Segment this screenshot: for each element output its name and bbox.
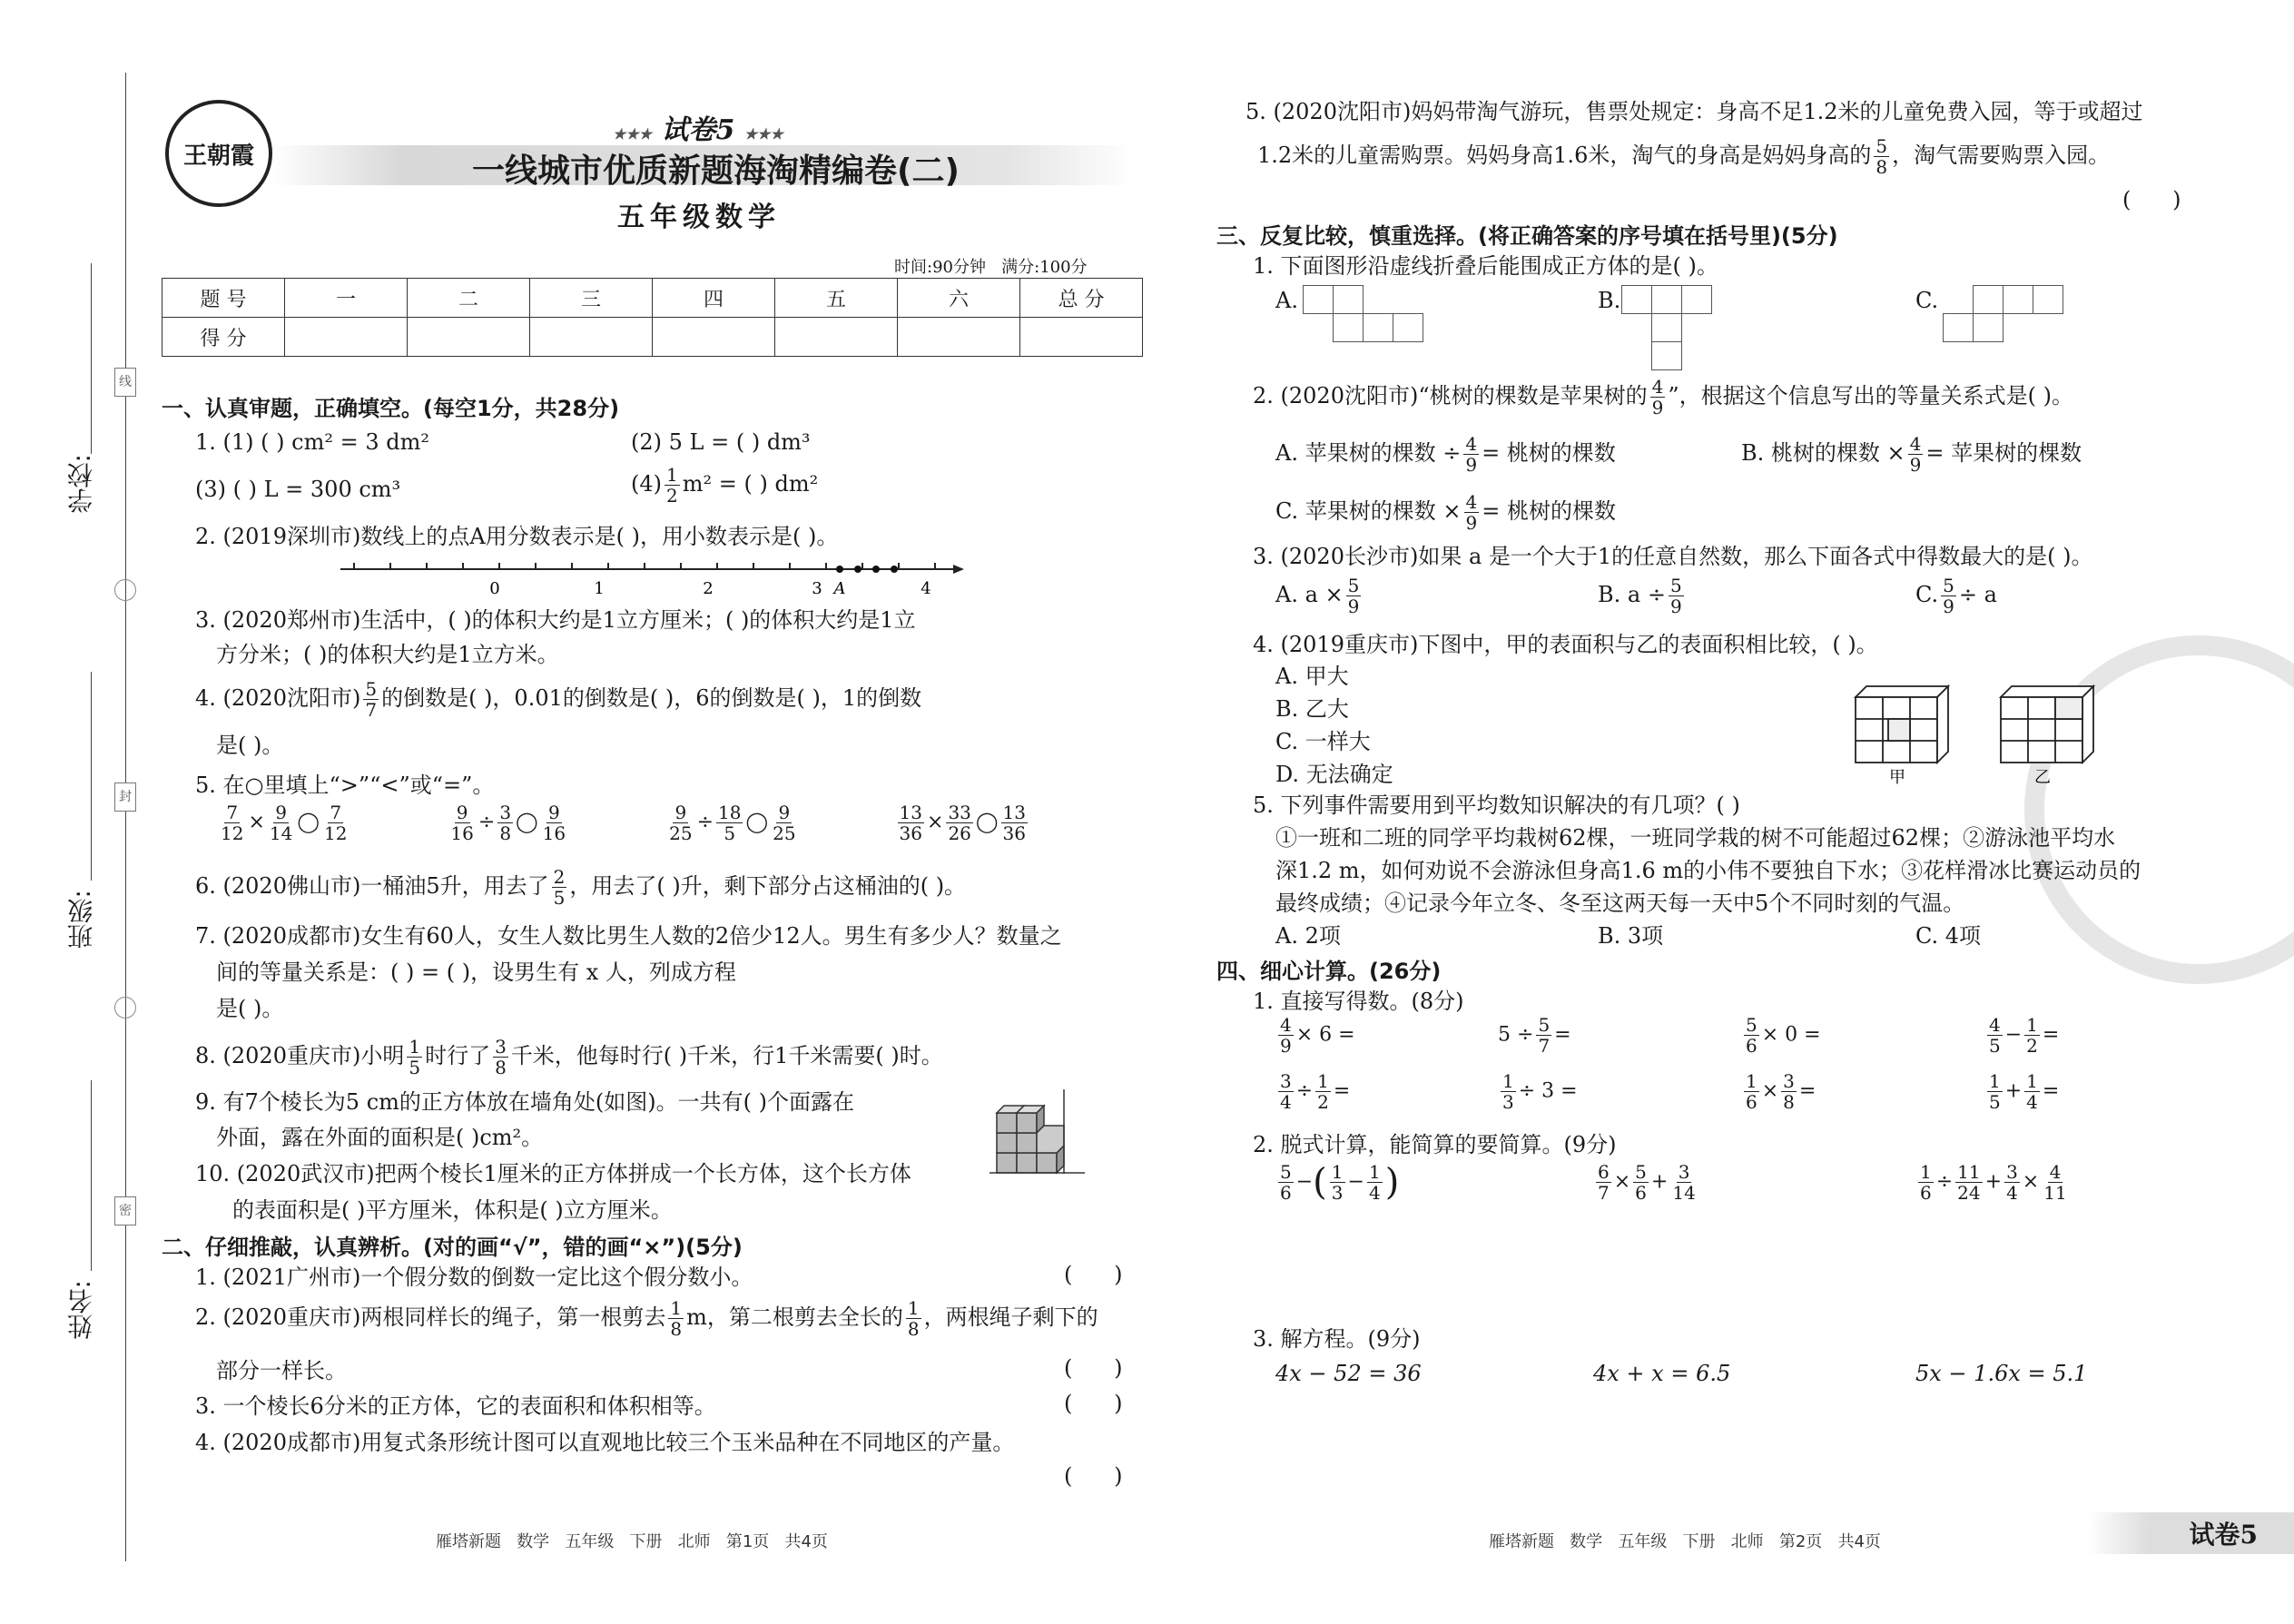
fraction: $\frac{1}{8}$ <box>670 1297 683 1340</box>
calc-2-title: 2. 脱式计算，能简算的要简算。(9分) <box>1253 1132 1617 1157</box>
calc-1-title: 1. 直接写得数。(8分) <box>1253 989 1464 1014</box>
calc-row-1: $\frac{5}{6}$ × 0 = <box>1746 1014 1821 1057</box>
numberline-tick: 0 <box>489 579 500 598</box>
score-header-cell: 六 <box>898 279 1020 318</box>
choice-1-opt-c: C. <box>1915 288 1939 313</box>
score-header-cell: 一 <box>285 279 408 318</box>
q7-line1: 7. (2020成都市)女生有60人，女生人数比男生人数的2倍少12人。男生有多少人？数量之 <box>195 923 1062 949</box>
choice-4-opt-c: C. 一样大 <box>1275 729 1371 754</box>
fraction: $\frac{5}{7}$ <box>365 678 378 721</box>
section-3-title: 三、反复比较，慎重选择。(将正确答案的序号填在括号里)(5分) <box>1216 223 1838 249</box>
q7-line3: 是( )。 <box>216 996 284 1021</box>
choice-5-line3: 最终成绩；④记录今年立冬、冬至这两天每一天中5个不同时刻的气温。 <box>1275 891 1965 916</box>
score-header-cell: 五 <box>775 279 898 318</box>
q8: 8. (2020重庆市)小明 $\frac{1}{5}$ 时行了 $\frac{3}{8}$ 千米，他每时行( )千米，行1千米需要( )时。 <box>195 1036 943 1078</box>
fraction: $\frac{1}{2}$ <box>666 464 678 507</box>
footer-right: 雁塔新题 数学 五年级 下册 北师 第2页 共4页 <box>1489 1532 1881 1551</box>
choice-4-opt-b: B. 乙大 <box>1275 696 1349 722</box>
paper-label: 试卷5 <box>661 114 735 146</box>
section-1-title: 一、认真审题，正确填空。(每空1分，共28分) <box>162 396 620 421</box>
choice-5-line2: 深1.2 m，如何劝说不会游泳但身高1.6 m的小伟不要独自下水；③花样滑冰比赛运动员的 <box>1275 858 2141 883</box>
class-line <box>91 672 92 881</box>
score-cell[interactable] <box>530 318 653 357</box>
calc-row-1: $\frac{4}{5}$ − $\frac{1}{2}$ = <box>1989 1014 2060 1057</box>
numberline-tick: 2 <box>703 579 714 598</box>
numberline-tick: 1 <box>594 579 605 598</box>
score-table-score-row <box>162 318 1143 357</box>
calc-3-title: 3. 解方程。(9分) <box>1253 1326 1421 1352</box>
punch-hole-icon <box>114 579 136 601</box>
fraction: $\frac{1}{8}$ <box>907 1297 920 1340</box>
fraction: $\frac{5}{8}$ <box>1876 135 1888 178</box>
compare-circle[interactable]: ◯ <box>297 811 320 834</box>
choice-5-line1: ①一班和二班的同学平均栽树62棵，一班同学栽的树不可能超过62棵；②游泳池平均水 <box>1275 825 2116 851</box>
q1-part1: 1. (1) ( ) cm² = 3 dm² <box>195 429 429 455</box>
compare-circle[interactable]: ◯ <box>745 811 769 834</box>
answer-paren[interactable]: ( ) <box>2122 187 2181 212</box>
compare-circle[interactable]: ◯ <box>975 811 999 834</box>
calc-row-2: $\frac{1}{6}$ × $\frac{3}{8}$ = <box>1746 1070 1816 1113</box>
answer-paren[interactable]: ( ) <box>1064 1262 1123 1287</box>
choice-3-opt-c: C. $\frac{5}{9}$ ÷ a <box>1915 575 1997 617</box>
score-header-cell: 题 号 <box>162 279 285 318</box>
cube-figures-jia-yi <box>1852 679 2142 788</box>
choice-1: 1. 下面图形沿虚线折叠后能围成正方体的是( )。 <box>1253 253 1718 279</box>
q1-part3: (3) ( ) L = 300 cm³ <box>195 477 401 502</box>
choice-4-opt-a: A. 甲大 <box>1275 664 1349 689</box>
paper-label-row <box>613 107 783 147</box>
q6: 6. (2020佛山市)一桶油5升，用去了 $\frac{2}{5}$ ，用去了( )升，剩下部分占这桶油的( )。 <box>195 866 967 909</box>
choice-5-opt-a: A. 2项 <box>1275 923 1341 949</box>
class-label: 班级: <box>66 890 96 950</box>
answer-paren[interactable]: ( ) <box>1064 1463 1123 1489</box>
score-cell[interactable] <box>775 318 898 357</box>
q10-line2: 的表面积是( )平方厘米，体积是( )立方厘米。 <box>232 1197 673 1223</box>
binding-line <box>125 73 126 1561</box>
numberline-tick: 3 <box>812 579 822 598</box>
judge-2-line1: 2. (2020重庆市)两根同样长的绳子，第一根剪去 $\frac{1}{8}$ m，第二根剪去全长的 $\frac{1}{8}$ ，两根绳子剩下的 <box>195 1297 1098 1340</box>
score-cell[interactable] <box>653 318 775 357</box>
calc-expr: $\frac{6}{7}$ × $\frac{5}{6}$ + $\frac{3}{14}$ <box>1598 1161 1696 1204</box>
q10-line1: 10. (2020武汉市)把两个棱长1厘米的正方体拼成一个长方体，这个长方体 <box>195 1161 911 1186</box>
score-header-cell: 二 <box>408 279 530 318</box>
score-table-header-row <box>162 279 1143 318</box>
stars-right-icon: ★★★ <box>743 125 783 143</box>
footer-badge-label: 试卷5 <box>2189 1520 2258 1550</box>
cut-mark-mid: 封 <box>114 782 136 812</box>
choice-5: 5. 下列事件需要用到平均数知识解决的有几项？( ) <box>1253 792 1740 818</box>
calc-row-2: $\frac{1}{5}$ + $\frac{1}{4}$ = <box>1989 1070 2060 1113</box>
q1-part4: (4) $\frac{1}{2}$ m² = ( ) dm² <box>631 464 819 507</box>
net-figure-c <box>1943 285 2063 342</box>
p2-q5-line1: 5. (2020沈阳市)妈妈带淘气游玩，售票处规定：身高不足1.2米的儿童免费入园，等于或超过 <box>1245 99 2143 124</box>
name-label: 姓名: <box>66 1280 96 1340</box>
choice-5-opt-b: B. 3项 <box>1598 923 1664 949</box>
q4-line1: 4. (2020沈阳市) $\frac{5}{7}$ 的倒数是( )，0.01的倒数是( )，6的倒数是( )，1的倒数 <box>195 678 922 721</box>
choice-4: 4. (2019重庆市)下图中，甲的表面积与乙的表面积相比较，( )。 <box>1253 632 1878 657</box>
cut-mark-top: 线 <box>114 368 136 397</box>
score-header-cell: 三 <box>530 279 653 318</box>
q3-line1: 3. (2020郑州市)生活中，( )的体积大约是1立方厘米；( )的体积大约是1立 <box>195 607 916 633</box>
score-cell[interactable] <box>285 318 408 357</box>
choice-2: 2. (2020沈阳市)“桃树的棵数是苹果树的 $\frac{4}{9}$ ”，根据这个信息写出的等量关系式是( )。 <box>1253 376 2073 418</box>
fraction: $\frac{2}{5}$ <box>553 866 566 909</box>
equation: 5x − 1.6x = 5.1 <box>1915 1361 2088 1386</box>
choice-2-opt-a: A. 苹果树的棵数 ÷ $\frac{4}{9}$ = 桃树的棵数 <box>1275 433 1616 476</box>
score-header-cell: 总 分 <box>1020 279 1143 318</box>
choice-4-opt-d: D. 无法确定 <box>1275 762 1393 787</box>
score-table <box>162 278 1143 357</box>
q9-line2: 外面，露在外面的面积是( )cm²。 <box>216 1125 544 1150</box>
score-cell[interactable] <box>898 318 1020 357</box>
answer-paren[interactable]: ( ) <box>1064 1355 1123 1381</box>
logo-text: 王朝霞 <box>182 142 254 170</box>
stars-left-icon: ★★★ <box>613 125 653 143</box>
calc-expr: $\frac{1}{6}$ ÷ $\frac{11}{24}$ + $\frac{3}{4}$ × $\frac{4}{11}$ <box>1920 1161 2067 1204</box>
numberline-tick: A <box>833 579 846 598</box>
equation: 4x + x = 6.5 <box>1593 1361 1731 1386</box>
score-cell[interactable] <box>408 318 530 357</box>
calc-expr: $\frac{5}{6}$ −( $\frac{1}{3}$ − $\frac{1}{4}$ ) <box>1280 1161 1400 1204</box>
q4-line2: 是( )。 <box>216 733 284 758</box>
school-label: 学校: <box>66 454 96 514</box>
calc-row-1: $\frac{4}{9}$ × 6 = <box>1280 1014 1355 1057</box>
judge-1: 1. (2021广州市)一个假分数的倒数一定比这个假分数小。 <box>195 1265 753 1290</box>
q1-part2: (2) 5 L = ( ) dm³ <box>631 429 811 455</box>
time-info: 时间:90分钟 满分:100分 <box>894 258 1088 277</box>
compare-row: $\frac{7}{12}$ × $\frac{9}{14}$ ◯ $\frac{7}{12}$ $\frac{9}{16}$ ÷ $\frac{3}{8}$ ◯ $\frac{9}{16}$ $\frac{9}{25}$ ÷ $\frac{18}{5}$ ◯ $\frac{9}{25}$ $\frac{13}{36}$ × $\frac{33}{26}$ ◯ $\frac{13}{36}$ <box>221 802 1026 844</box>
figure-label-jia: 甲 <box>1889 768 1905 787</box>
net-figure-b <box>1621 285 1712 370</box>
judge-3: 3. 一个棱长6分米的正方体，它的表面积和体积相等。 <box>195 1393 716 1419</box>
choice-3: 3. (2020长沙市)如果 a 是一个大于1的任意自然数，那么下面各式中得数最大的是( )。 <box>1253 544 2093 569</box>
logo-seal <box>165 100 272 207</box>
numberline-tick: 4 <box>921 579 931 598</box>
choice-5-opt-c: C. 4项 <box>1915 923 1982 949</box>
answer-paren[interactable]: ( ) <box>1064 1391 1123 1416</box>
section-2-title: 二、仔细推敲，认真辨析。(对的画“√”，错的画“×”)(5分) <box>162 1235 743 1260</box>
q5: 5. 在○里填上“>”“<”或“=”。 <box>195 773 495 798</box>
cut-mark-bottom: 密 <box>114 1196 136 1225</box>
section-4-title: 四、细心计算。(26分) <box>1216 959 1442 984</box>
p2-q5-line2: 1.2米的儿童需购票。妈妈身高1.6米，淘气的身高是妈妈身高的 $\frac{5}{8}$ ，淘气需要购票入园。 <box>1257 135 2111 178</box>
q3-line2: 方分米；( )的体积大约是1立方米。 <box>216 642 559 667</box>
calc-row-1: 5 ÷ $\frac{5}{7}$ = <box>1498 1014 1571 1057</box>
footer-badge <box>2088 1512 2294 1554</box>
choice-3-opt-b: B. a ÷ $\frac{5}{9}$ <box>1598 575 1682 617</box>
score-cell[interactable] <box>1020 318 1143 357</box>
judge-2-line2: 部分一样长。 <box>216 1358 347 1383</box>
choice-3-opt-a: A. a × $\frac{5}{9}$ <box>1275 575 1360 617</box>
calc-row-2: $\frac{3}{4}$ ÷ $\frac{1}{2}$ = <box>1280 1070 1351 1113</box>
choice-1-opt-a: A. <box>1275 288 1298 313</box>
punch-hole-icon <box>114 997 136 1019</box>
fraction: $\frac{4}{9}$ <box>1651 376 1664 418</box>
name-line <box>91 1080 92 1271</box>
school-line <box>91 263 92 454</box>
stacked-cubes-figure <box>989 1085 1089 1185</box>
q9-line1: 9. 有7个棱长为5 cm的正方体放在墙角处(如图)。一共有( )个面露在 <box>195 1089 854 1115</box>
q7-line2: 间的等量关系是：( ) = ( )，设男生有 x 人，列成方程 <box>216 960 736 985</box>
choice-1-opt-b: B. <box>1598 288 1621 313</box>
figure-label-yi: 乙 <box>2034 768 2051 787</box>
page-subtitle: 五年级数学 <box>617 202 781 233</box>
calc-row-2: $\frac{1}{3}$ ÷ 3 = <box>1502 1070 1578 1113</box>
page-title: 一线城市优质新题海淘精编卷(二) <box>472 153 960 190</box>
choice-2-opt-b: B. 桃树的棵数 × $\frac{4}{9}$ = 苹果树的棵数 <box>1741 433 2082 476</box>
compare-circle[interactable]: ◯ <box>516 811 538 834</box>
judge-4: 4. (2020成都市)用复式条形统计图可以直观地比较三个玉米品种在不同地区的产量。 <box>195 1430 1015 1455</box>
equation: 4x − 52 = 36 <box>1275 1361 1422 1386</box>
q2: 2. (2019深圳市)数线上的点A用分数表示是( )，用小数表示是( )。 <box>195 524 839 549</box>
choice-2-opt-c: C. 苹果树的棵数 × $\frac{4}{9}$ = 桃树的棵数 <box>1275 491 1616 534</box>
number-line <box>336 554 971 599</box>
net-figure-a <box>1303 285 1423 342</box>
score-header-cell: 四 <box>653 279 775 318</box>
fraction: $\frac{3}{8}$ <box>495 1036 507 1078</box>
score-row-label: 得 分 <box>162 318 285 357</box>
footer-left: 雁塔新题 数学 五年级 下册 北师 第1页 共4页 <box>436 1532 828 1551</box>
fraction: $\frac{1}{5}$ <box>409 1036 421 1078</box>
